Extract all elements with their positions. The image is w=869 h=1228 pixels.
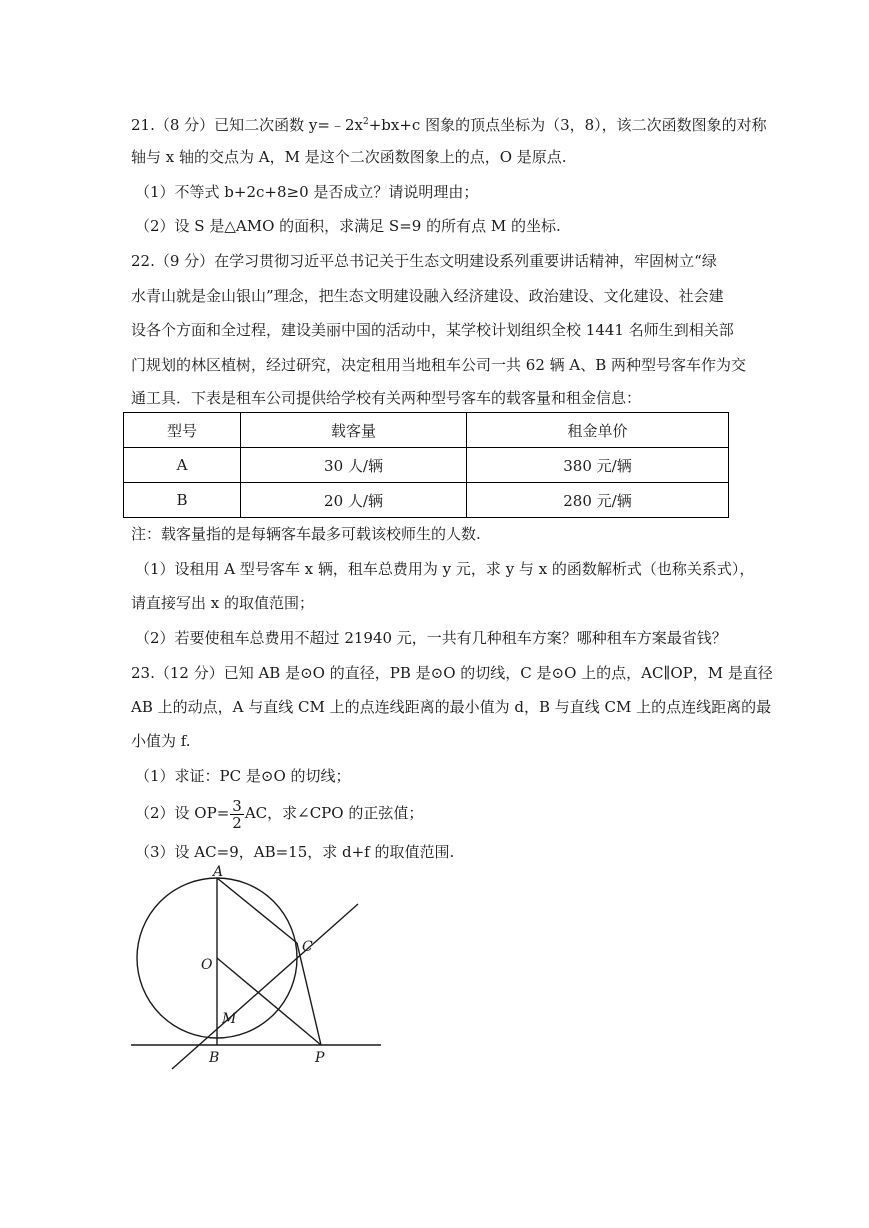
table-cell: 280 元/辆 [467,483,729,518]
q23-part1: （1）求证：PC 是⊙O 的切线； [135,767,351,785]
q22-note: 注：载客量指的是每辆客车最多可载该校师生的人数. [131,525,481,543]
label-o: O [201,957,213,973]
q22-part1-line1: （1）设租用 A 型号客车 x 辆，租车总费用为 y 元，求 y 与 x 的函数解析式（也称关系式）， [135,560,755,578]
rental-table [123,412,729,518]
table-header-row [124,413,729,448]
table-cell: A [124,448,241,483]
table-row [124,448,729,483]
q23-line1: 23.（12 分）已知 AB 是⊙O 的直径，PB 是⊙O 的切线，C 是⊙O 上的点，AC∥OP，M 是直径 [131,664,773,682]
q23-part2: （2）设 OP= $\frac{3}{2}$ AC，求∠CPO 的正弦值； [135,796,424,832]
q22-line2: 水青山就是金山银山”理念，把生态文明建设融入经济建设、政治建设、文化建设、社会建 [131,287,724,305]
q21-line2: 轴与 x 轴的交点为 A，M 是这个二次函数图象上的点，O 是原点. [131,148,567,166]
segment-cp [297,943,321,1045]
label-c: C [302,939,313,955]
label-p: P [315,1050,325,1066]
q22-line4: 门规划的林区植树，经过研究，决定租用当地租车公司一共 62 辆 A、B 两种型号客车作为交 [131,356,747,374]
table-cell: 380 元/辆 [467,448,729,483]
q21-line1: 21.（8 分）已知二次函数 $y=﹣2x^2+bx+c$ 图象的顶点坐标为（3，8），该二次函数图象的对称 [131,116,767,134]
q23-line3: 小值为 f. [131,732,191,750]
table-cell: B [124,483,241,518]
table-header-cell: 载客量 [240,413,466,448]
segment-op [217,958,321,1045]
table-header-cell: 型号 [124,413,241,448]
circle-tangent-figure [125,862,387,1072]
q21-exponent: 2 [362,117,369,127]
fraction-three-halves: $\frac{3}{2}$ [232,796,242,832]
q22-part1-line2: 请直接写出 x 的取值范围； [131,594,314,612]
q23-part3: （3）设 AC=9，AB=15，求 d+f 的取值范围. [135,843,455,861]
q21-part2: （2）设 S 是△AMO 的面积，求满足 S=9 的所有点 M 的坐标. [135,217,561,235]
table-header-cell: 租金单价 [467,413,729,448]
label-m: M [222,1011,237,1027]
table-row [124,483,729,518]
label-a: A [213,864,224,880]
label-b: B [209,1050,220,1066]
table-cell: 30 人/辆 [240,448,466,483]
table-cell: 20 人/辆 [240,483,466,518]
q21-part1: （1）不等式 b+2c+8≥0 是否成立？请说明理由； [135,183,479,201]
q22-part2: （2）若要使租车总费用不超过 21940 元，一共有几种租车方案？哪种租车方案最省钱？ [135,629,727,647]
q22-line3: 设各个方面和全过程，建设美丽中国的活动中，某学校计划组织全校 1441 名师生到相关部 [131,321,734,339]
q23-line2: AB 上的动点，A 与直线 CM 上的点连线距离的最小值为 d，B 与直线 CM 上的点连线距离的最 [131,698,772,716]
q22-line1: 22.（9 分）在学习贯彻习近平总书记关于生态文明建设系列重要讲话精神，牢固树立“绿 [131,252,717,270]
line-cm [172,904,358,1069]
segment-ac [217,878,297,943]
q22-line5: 通工具．下表是租车公司提供给学校有关两种型号客车的载客量和租金信息： [131,389,642,407]
